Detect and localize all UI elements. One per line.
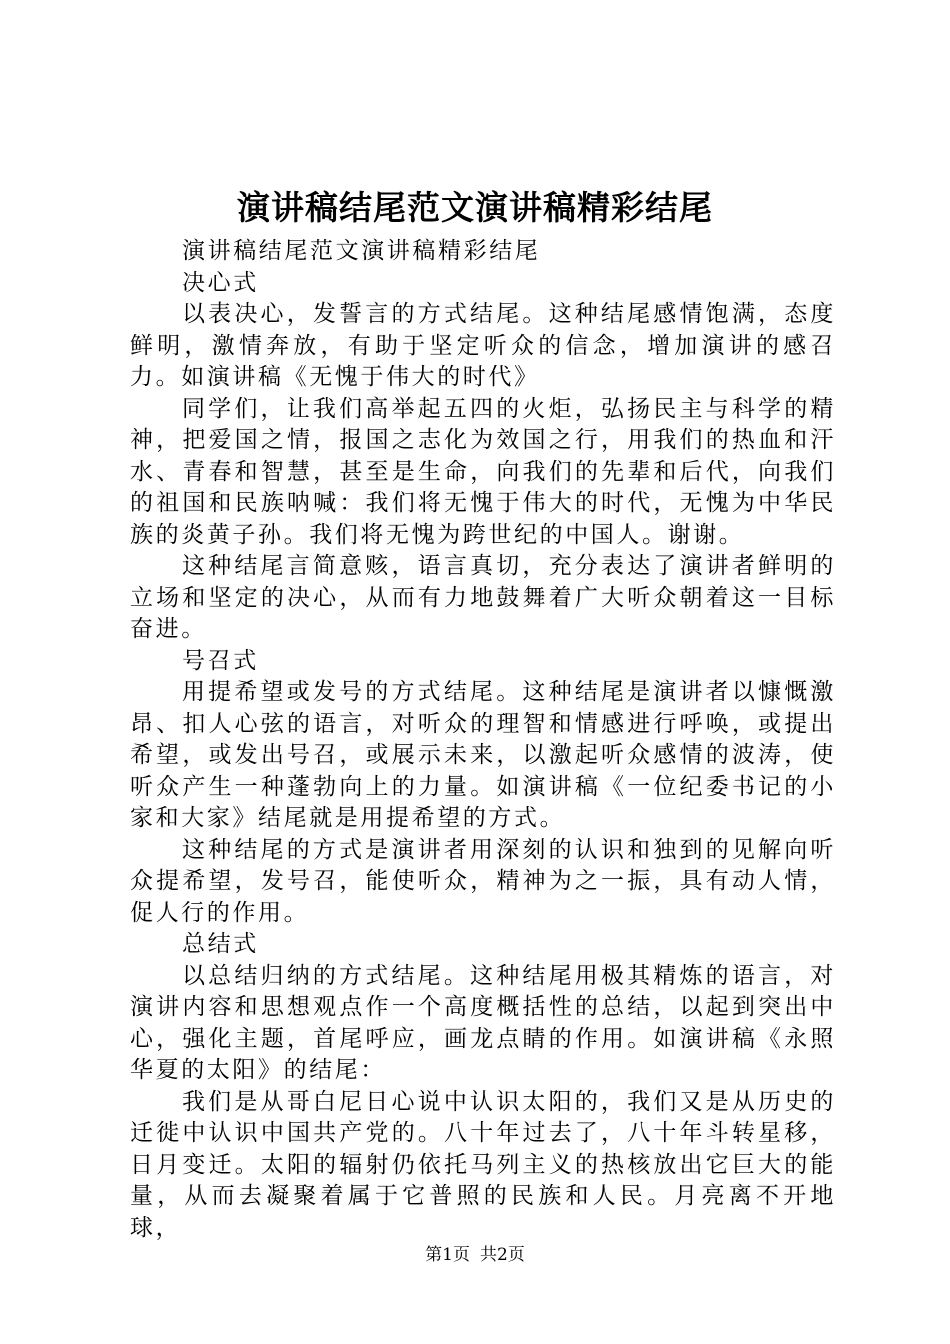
subtitle-paragraph: 演讲稿结尾范文演讲稿精彩结尾	[182, 238, 541, 264]
page-footer	[0, 1244, 950, 1266]
document-body	[130, 236, 836, 1244]
body-paragraph: 以总结归纳的方式结尾。这种结尾用极其精炼的语言，对演讲内容和思想观点作一个高度概括性的总结，以起到突出中心，强化主题，首尾呼应，画龙点睛的作用。如演讲稿《永照华夏的太阳》的结尾：	[130, 962, 836, 1083]
page-number: 第1页	[425, 1245, 470, 1265]
body-paragraph: 以表决心，发誓言的方式结尾。这种结尾感情饱满，态度鲜明，激情奔放，有助于坚定听众的信念，增加演讲的感召力。如演讲稿《无愧于伟大的时代》	[130, 301, 836, 390]
quote-paragraph: 我们是从哥白尼日心说中认识太阳的，我们又是从历史的迁徙中认识中国共产党的。八十年过去了，八十年斗转星移，日月变迁。太阳的辐射仍依托马列主义的热核放出它巨大的能量，从而去凝聚着属于它普照的民族和人民。月亮离不开地球，	[130, 1088, 836, 1241]
section-heading-call: 号召式	[182, 647, 259, 674]
body-paragraph: 这种结尾言简意赅，语言真切，充分表达了演讲者鲜明的立场和坚定的决心，从而有力地鼓舞着广大听众朝着这一目标奋进。	[130, 553, 836, 642]
page-total: 共2页	[480, 1245, 525, 1265]
section-heading-resolve: 决心式	[182, 269, 259, 296]
quote-paragraph: 同学们，让我们高举起五四的火炬，弘扬民主与科学的精神，把爱国之情，报国之志化为效国之行，用我们的热血和汗水、青春和智慧，甚至是生命，向我们的先辈和后代，向我们的祖国和民族呐喊：我们将无愧于伟大的时代，无愧为中华民族的炎黄子孙。我们将无愧为跨世纪的中国人。谢谢。	[130, 395, 836, 548]
body-paragraph: 用提希望或发号的方式结尾。这种结尾是演讲者以慷慨激昂、扣人心弦的语言，对听众的理智和情感进行呼唤，或提出希望，或发出号召，或展示未来，以激起听众感情的波涛，使听众产生一种蓬勃向上的力量。如演讲稿《一位纪委书记的小家和大家》结尾就是用提希望的方式。	[130, 679, 836, 831]
body-paragraph: 这种结尾的方式是演讲者用深刻的认识和独到的见解向听众提希望，发号召，能使听众，精神为之一振，具有动人情，促人行的作用。	[130, 836, 836, 926]
document-title: 演讲稿结尾范文演讲稿精彩结尾	[237, 188, 713, 227]
section-heading-summary: 总结式	[182, 931, 259, 957]
